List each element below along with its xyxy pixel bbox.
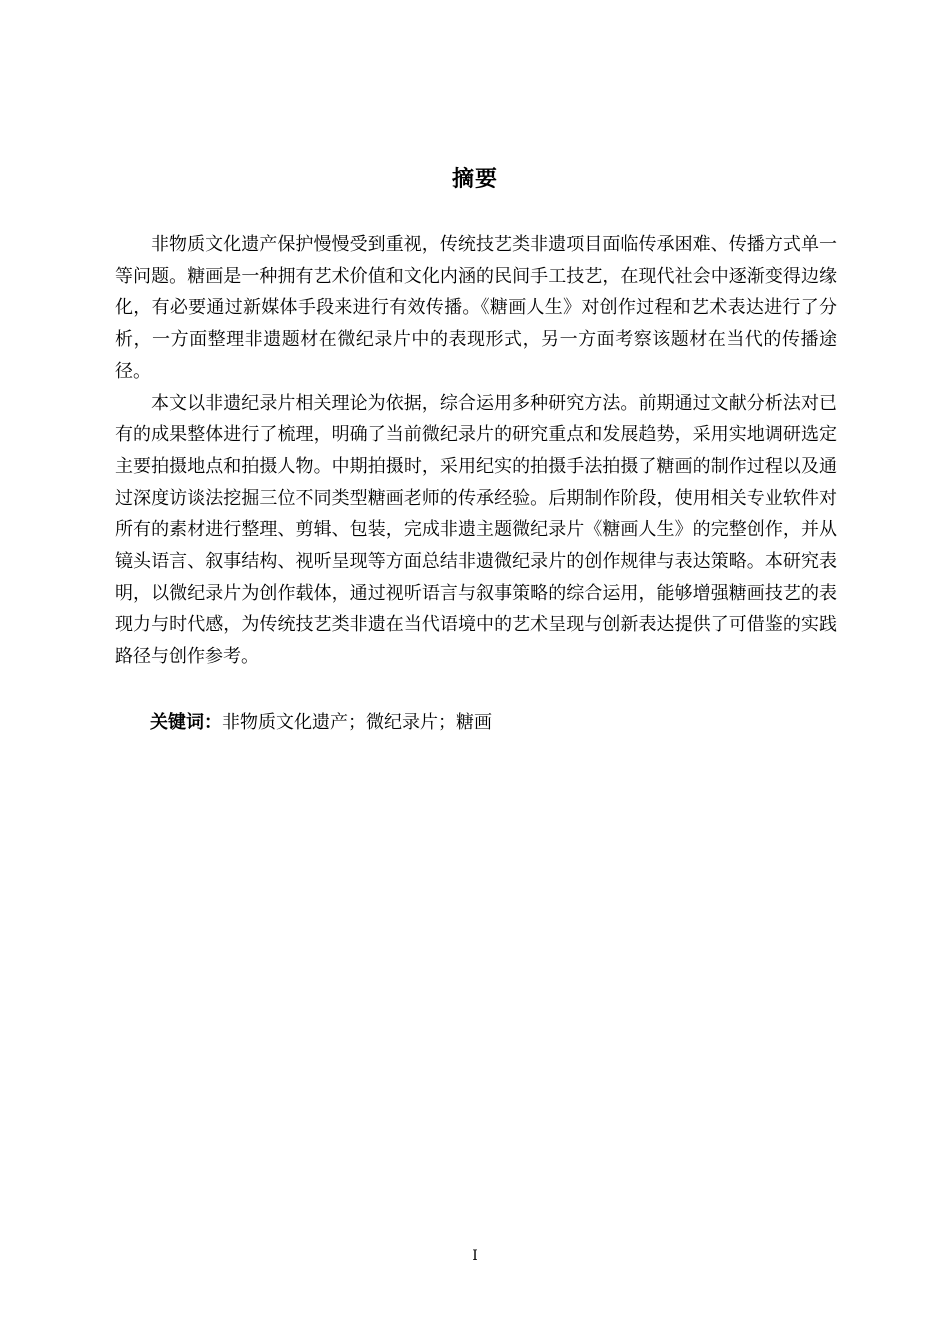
abstract-body xyxy=(115,229,837,673)
keywords-text: 非物质文化遗产；微纪录片；糖画 xyxy=(222,712,492,733)
keywords-label: 关键词： xyxy=(150,712,222,733)
abstract-paragraph-1: 非物质文化遗产保护慢慢受到重视，传统技艺类非遗项目面临传承困难、传播方式单一等问题。糖画是一种拥有艺术价值和文化内涵的民间手工技艺，在现代社会中逐渐变得边缘化，有必要通过新媒体手段来进行有效传播。《糖画人生》对创作过程和艺术表达进行了分析，一方面整理非遗题材在微纪录片中的表现形式，另一方面考察该题材在当代的传播途径。 xyxy=(115,234,837,382)
abstract-paragraph-2: 本文以非遗纪录片相关理论为依据，综合运用多种研究方法。前期通过文献分析法对已有的成果整体进行了梳理，明确了当前微纪录片的研究重点和发展趋势，采用实地调研选定主要拍摄地点和拍摄人物。中期拍摄时，采用纪实的拍摄手法拍摄了糖画的制作过程以及通过深度访谈法挖掘三位不同类型糖画老师的传承经验。后期制作阶段，使用相关专业软件对所有的素材进行整理、剪辑、包装，完成非遗主题微纪录片《糖画人生》的完整创作，并从镜头语言、叙事结构、视听呈现等方面总结非遗微纪录片的创作规律与表达策略。本研究表明，以微纪录片为创作载体，通过视听语言与叙事策略的综合运用，能够增强糖画技艺的表现力与时代感，为传统技艺类非遗在当代语境中的艺术呈现与创新表达提供了可借鉴的实践路径与创作参考。 xyxy=(115,392,837,668)
page-number: I xyxy=(472,1248,478,1264)
abstract-title: 摘要 xyxy=(451,167,498,192)
keywords-line xyxy=(150,707,492,738)
